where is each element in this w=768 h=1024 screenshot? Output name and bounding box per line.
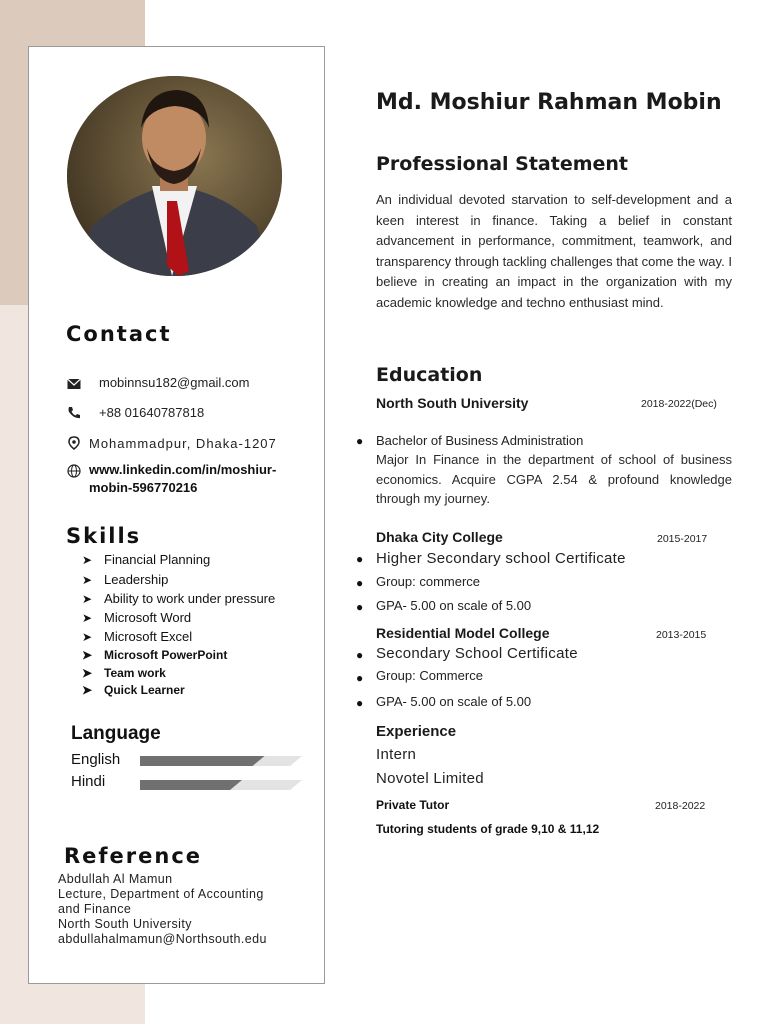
skill-item	[82, 591, 275, 606]
language-bar-fill	[140, 780, 242, 790]
bullet-icon: ●	[356, 671, 364, 685]
skill-label: Microsoft Excel	[104, 629, 193, 644]
candidate-name: Md. Moshiur Rahman Mobin	[376, 90, 722, 115]
bullet-icon: ●	[356, 696, 364, 710]
skill-item	[82, 683, 185, 697]
skill-label: Financial Planning	[104, 552, 211, 567]
language-hindi: Hindi	[71, 773, 106, 790]
rmc-gpa: GPA- 5.00 on scale of 5.00	[376, 694, 532, 709]
rmc-date: 2013-2015	[656, 629, 707, 641]
experience-role: Intern	[376, 746, 417, 763]
envelope-icon	[67, 377, 81, 391]
linkedin-line-1: www.linkedin.com/in/moshiur-	[89, 462, 277, 477]
reference-email[interactable]: abdullahalmamun@Northsouth.edu	[58, 932, 267, 946]
arrowhead-icon: ➤	[82, 648, 93, 662]
contact-heading: Contact	[66, 322, 172, 346]
experience-heading: Experience	[376, 723, 457, 740]
arrowhead-icon: ➤	[82, 592, 93, 606]
dcc-school: Dhaka City College	[376, 529, 503, 545]
linkedin-line-2: mobin-596770216	[89, 480, 198, 495]
address-text: Mohammadpur, Dhaka-1207	[89, 436, 277, 451]
reference-dept: and Finance	[58, 902, 132, 916]
nsu-date: 2018-2022(Dec)	[641, 398, 717, 410]
rmc-certificate: Secondary School Certificate	[376, 645, 578, 662]
arrowhead-icon: ➤	[82, 573, 93, 587]
bullet-icon: ●	[356, 600, 364, 614]
phone-text[interactable]: +88 01640787818	[99, 405, 205, 420]
reference-heading: Reference	[64, 844, 203, 868]
dcc-group: Group: commerce	[376, 574, 481, 589]
skill-label: Team work	[104, 666, 166, 680]
skill-item	[82, 610, 191, 625]
tutor-title: Private Tutor	[376, 798, 450, 812]
skills-heading: Skills	[66, 524, 142, 548]
dcc-date: 2015-2017	[657, 533, 708, 545]
tutor-detail: Tutoring students of grade 9,10 & 11,12	[376, 822, 600, 836]
reference-university: North South University	[58, 917, 192, 931]
language-heading: Language	[71, 723, 161, 744]
reference-name: Abdullah Al Mamun	[58, 872, 173, 886]
language-bars	[140, 754, 305, 794]
arrowhead-icon: ➤	[82, 683, 93, 697]
skill-item	[82, 552, 210, 567]
skill-label: Microsoft PowerPoint	[104, 648, 228, 662]
location-pin-icon	[67, 436, 81, 450]
globe-icon	[67, 464, 81, 478]
bullet-icon: ●	[356, 648, 364, 662]
arrowhead-icon: ➤	[82, 666, 93, 680]
education-heading: Education	[376, 364, 483, 386]
nsu-school: North South University	[376, 395, 529, 411]
rmc-group: Group: Commerce	[376, 668, 483, 683]
arrowhead-icon: ➤	[82, 553, 93, 567]
arrowhead-icon: ➤	[82, 630, 93, 644]
skill-item	[82, 666, 166, 680]
phone-icon	[67, 406, 81, 420]
reference-title: Lecture, Department of Accounting	[58, 887, 264, 901]
profile-photo	[67, 76, 282, 276]
email-text[interactable]: mobinnsu182@gmail.com	[99, 375, 250, 390]
dcc-certificate: Higher Secondary school Certificate	[376, 550, 626, 567]
skill-label: Microsoft Word	[104, 610, 192, 625]
rmc-school: Residential Model College	[376, 625, 550, 641]
skill-item	[82, 648, 227, 662]
bullet-icon: ●	[356, 434, 364, 448]
reference-details	[58, 872, 267, 947]
skill-label: Quick Learner	[104, 683, 185, 697]
skill-label: Ability to work under pressure	[104, 591, 276, 606]
skill-item	[82, 629, 192, 644]
linkedin-link[interactable]	[89, 461, 276, 497]
statement-text: An individual devoted starvation to self-development and a keen interest in finance. Taking a belief in constant advancement in performance, commitment, teamwork, and transparency through tackling challenges that come the way. I believe in creating an impact in the organization with my academic knowledge and techno enthusiast mind.	[376, 192, 732, 310]
bullet-icon: ●	[356, 552, 364, 566]
dcc-gpa: GPA- 5.00 on scale of 5.00	[376, 598, 532, 613]
skill-item	[82, 572, 168, 587]
nsu-degree: Bachelor of Business Administration	[376, 433, 584, 448]
arrowhead-icon: ➤	[82, 611, 93, 625]
statement-heading: Professional Statement	[376, 153, 629, 175]
tutor-date: 2018-2022	[655, 800, 706, 812]
language-bar-fill	[140, 756, 265, 766]
skill-label: Leadership	[104, 572, 169, 587]
experience-company: Novotel Limited	[376, 770, 484, 787]
nsu-detail: Major In Finance in the department of school of business economics. Acquire CGPA 2.54 & profound knowledge through my journey.	[376, 452, 732, 506]
language-english: English	[71, 751, 121, 768]
bullet-icon: ●	[356, 576, 364, 590]
